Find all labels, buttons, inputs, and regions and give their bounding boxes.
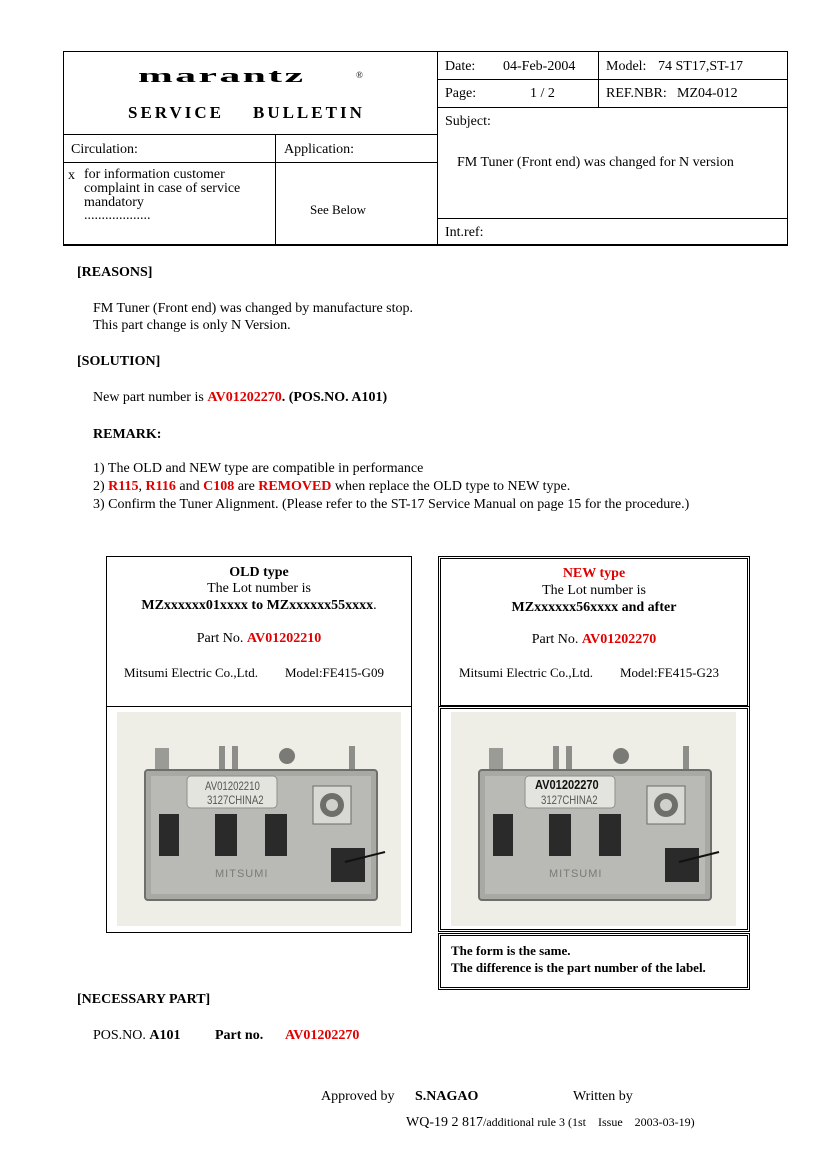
solution-heading: [SOLUTION] [77, 354, 161, 369]
new-tuner-illustration [451, 712, 736, 926]
written-label: Written by [573, 1089, 633, 1104]
pos-no-value: A101 [149, 1028, 181, 1043]
circulation-label: Circulation: [71, 142, 138, 157]
new-type-part-line [438, 631, 750, 648]
remark-2-are: are [234, 479, 259, 494]
remark-2-comma: , [138, 479, 146, 494]
reasons-heading: [REASONS] [77, 265, 153, 280]
document-type: SERVICE BULLETIN [128, 103, 365, 122]
old-type-maker: Mitsumi Electric Co.,Ltd. [124, 665, 258, 680]
model-value: 74 ST17,ST-17 [658, 59, 744, 74]
model-label: Model: [606, 59, 647, 74]
new-type-part-label: Part No. [531, 632, 582, 647]
header-rule-2 [437, 107, 788, 108]
reasons-line-1b: was changed by manufacture stop. [219, 301, 414, 316]
remark-2-and: and [175, 479, 204, 494]
old-type-divider [106, 706, 412, 707]
new-type-lot-range: MZxxxxxx56xxxx and after [511, 600, 677, 615]
approved-label: Approved by [321, 1089, 395, 1104]
old-tuner-label-line-1: AV01202210 [205, 779, 260, 793]
old-type-lot-range: MZxxxxxx01xxxx to MZxxxxxx55xxxx [141, 598, 374, 613]
new-part-suffix: . (POS.NO. A101) [281, 390, 388, 405]
old-type-part-number: AV01202210 [246, 631, 322, 646]
remark-2-r115: R115 [108, 479, 139, 494]
new-part-line [93, 389, 387, 406]
marantz-logo: marantz [138, 64, 306, 87]
new-part-number: AV01202270 [207, 390, 282, 405]
header-rule-4 [63, 134, 437, 135]
new-tuner-brand-print: MITSUMI [549, 868, 603, 880]
remark-heading: REMARK: [93, 427, 162, 442]
header-rule-1 [437, 79, 788, 80]
form-code-rest: /additional rule 3 (1st Issue 2003-03-19) [483, 1115, 695, 1129]
header-rule-5 [63, 162, 437, 163]
old-type-title: OLD type [229, 565, 289, 580]
part-no-label: Part no. [215, 1028, 264, 1043]
old-type-lot-period: . [373, 598, 377, 613]
header-rule-3 [437, 218, 788, 219]
subject-value: FM Tuner (Front end) was changed for N version [457, 155, 734, 170]
new-type-part-number: AV01202270 [581, 632, 657, 647]
note-line-1: The form is the same. [451, 943, 571, 958]
reasons-line-2: This part change is only N Version. [93, 318, 291, 333]
new-type-model: Model:FE415-G23 [620, 665, 719, 680]
form-code: WQ-19 2 817 [406, 1115, 483, 1130]
registered-mark: ® [356, 70, 363, 80]
header-divider-main [437, 51, 438, 246]
circulation-line-1: for information customer [84, 167, 225, 182]
page-label: Page: [445, 86, 477, 101]
new-tuner-label-line-1: AV01202270 [535, 777, 599, 792]
old-type-part-label: Part No. [196, 631, 247, 646]
remark-2-removed: REMOVED [258, 479, 332, 494]
old-type-lot-range-line [106, 597, 412, 614]
new-type-maker: Mitsumi Electric Co.,Ltd. [459, 665, 593, 680]
date-label: Date: [445, 59, 476, 74]
page-value: 1 / 2 [530, 86, 555, 101]
new-tuner-photo [451, 712, 736, 926]
form-code-line [406, 1114, 695, 1131]
new-type-title: NEW type [562, 566, 626, 581]
old-tuner-photo [117, 712, 401, 926]
remark-2-c108: C108 [203, 479, 235, 494]
old-type-lot-intro: The Lot number is [207, 581, 311, 596]
pos-no-label: POS.NO. [93, 1028, 150, 1043]
part-no-value: AV01202270 [285, 1028, 360, 1043]
pos-no-line [93, 1027, 181, 1044]
intref-label: Int.ref: [445, 225, 484, 240]
circulation-checkbox-mark: x [68, 168, 75, 183]
old-tuner-brand-print: MITSUMI [215, 868, 269, 880]
application-value: See Below [310, 202, 366, 217]
approved-name: S.NAGAO [415, 1089, 479, 1104]
necessary-part-heading: [NECESSARY PART] [77, 992, 211, 1007]
remark-2-num: 2) [93, 479, 109, 494]
old-tuner-label-line-2: 3127CHINA2 [207, 793, 264, 807]
reasons-line-1a: FM Tuner (Front end) [93, 301, 220, 316]
remark-2 [93, 478, 570, 495]
application-label: Application: [284, 142, 354, 157]
date-value: 04-Feb-2004 [503, 59, 576, 74]
remark-3: 3) Confirm the Tuner Alignment. (Please refer to the ST-17 Service Manual on page 15 for the procedure.) [93, 497, 690, 512]
old-type-model: Model:FE415-G09 [285, 665, 384, 680]
new-part-prefix: New part number is [93, 390, 208, 405]
circulation-line-3: mandatory [84, 195, 144, 210]
circulation-line-2: complaint in case of service [84, 181, 241, 196]
subject-label: Subject: [445, 114, 491, 129]
ref-value: MZ04-012 [677, 86, 738, 101]
header-divider-circ [275, 134, 276, 246]
ref-label: REF.NBR: [606, 86, 667, 101]
note-line-2: The difference is the part number of the label. [451, 960, 706, 975]
header-bottom-rule [63, 244, 788, 246]
new-tuner-label-line-2: 3127CHINA2 [541, 793, 598, 807]
reasons-line-1 [93, 300, 413, 317]
remark-2-r116: R116 [145, 479, 176, 494]
old-type-part-line [106, 630, 412, 647]
remark-1: 1) The OLD and NEW type are compatible in performance [93, 461, 424, 476]
remark-2-tail: when replace the OLD type to NEW type. [331, 479, 571, 494]
old-tuner-illustration [117, 712, 401, 926]
new-type-lot-intro: The Lot number is [542, 583, 646, 598]
circulation-line-4: ................... [84, 208, 151, 223]
